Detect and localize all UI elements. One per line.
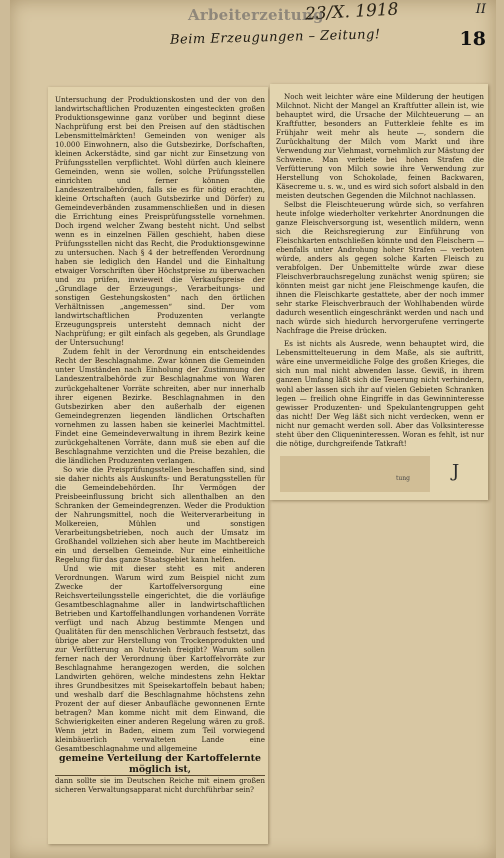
folded-scrap <box>280 456 430 492</box>
bold-headline: gemeine Verteilung der Kartoffelernte möglich ist, <box>55 753 265 776</box>
paragraph: So wie die Preisprüfungsstellen beschaffen sind, sind sie daher nichts als Auskunfts- und Beratungsstellen für die Gemeindebehörden. Ihr Vermögen der Preisbeeinflussung bricht sich allenthalben an den Schranken der Gemeindegrenzen. Weder die Produktion der Nahrungsmittel, noch die Weiterverarbeitung in Molkereien, Mühlen und sonstigen Verarbeitungsbetrieben, noch auch der Umsatz im Großhandel vollziehen sich aber heute im Machtbereich ein und derselben Gemeinde. Nur eine einheitliche Regelung für das ganze Staatsgebiet kann helfen. <box>55 464 265 564</box>
article-column-right <box>276 92 484 448</box>
fold-mark: J <box>452 461 460 482</box>
paragraph: Zudem fehlt in der Verordnung ein entscheidendes Recht der Beschlagnahme. Zwar können die Gemeinden unter Umständen nach Einholung der Zustimmung der Landeszentralbehörde zur Beschlagnahme von Waren zurückgehaltener Vorräte schreiten, aber nur innerhalb ihrer eigenen Bezirke. Beschlagnahmen in den Gutsbezirken aber den außerhalb der eigenen Gemeindegrenzen liegenden ländlichen Ortschaften vornehmen zu lassen haben sie keinerlei Machtmittel. Findet eine Gemeindeverwaltung in ihrem Bezirk keine zurückgehaltenen Vorräte, dann muß sie eben auf die Beschlagnahme verzichten und die Preise bezahlen, die die ländlichen Produzenten verlangen. <box>55 347 265 465</box>
paragraph: dann sollte sie im Deutschen Reiche mit einem großen sicheren Verwaltungsapparat nicht durchführbar sein? <box>55 776 265 795</box>
article-column-left <box>55 95 265 794</box>
masthead: Arbeiterzeitung <box>188 6 324 24</box>
handwritten-caption: Beim Erzeugungen – Zeitung! <box>169 27 381 48</box>
page-number: 18 <box>459 28 486 50</box>
paragraph: Selbst die Fleischteuerung würde sich, so verfahren heute infolge wiederholter verkehrter Anordnungen die ganze Fleischversorgung ist, wesentlich mildern, wenn sich die Reichsregierung zur Einführung von Fleischkarten entschließen könnte und den Fleischern — ebenfalls unter Androhung hoher Strafen — verboten würde, anders als gegen solche Karten Fleisch zu verabfolgen. Der Unbemittelte würde zwar diese Fleischverbrauchsregelung zunächst wenig spüren; sie könnten meist gar nicht jene Fleischmenge kaufen, die ihnen die Fleischkarte gestattete, aber der noch immer sehr starke Fleischverbrauch der Wohlhabenden würde dadurch wesentlich eingeschränkt werden und nach und nach würde sich hiedurch hervorgerufene verringerte Nachfrage die Preise drücken. <box>276 200 484 336</box>
fold-small-text: tung <box>396 475 410 482</box>
roman-numeral: II <box>475 2 486 17</box>
paragraph: Und wie mit dieser steht es mit anderen Verordnungen. Warum wird zum Beispiel nicht zum Zwecke der Kartoffelversorgung eine Reichsverteilungsstelle eingerichtet, die die vorläufige Gesamtbeschlagnahme aller in landwirtschaftlichen Betrieben und Kartoffelhandlungen vorhandenen Vorräte verfügt und nach Abzug bestimmte Mengen und Qualitäten für den menschlichen Verbrauch festsetzt, das übrige aber zur Herstellung von Trockenprodukten und zur Verfütterung an Nutzvieh freigibt? Warum sollen ferner nach der Verordnung über Kartoffelvorräte zur Beschlagnahme herangezogen werden, die solchen Landwirten gehören, welche mindestens zehn Hektar ihres Grundbesitzes mit Speisekartoffeln bebaut haben; und weshalb darf die Beschlagnahme höchstens zehn Prozent der auf dieser Anbaufläche gewonnenen Ernte betragen? Man komme nicht mit dem Einwand, die Schwierigkeiten einer anderen Regelung wären zu groß. Wenn jetzt in Baden, einem zum Teil vorwiegend kleinbäuerlich verwalteten Lande eine Gesamtbeschlagnahme und allgemeine <box>55 563 265 754</box>
paragraph: Untersuchung der Produktionskosten und der von den landwirtschaftlichen Produzenten eingesteckten großen Produktionsgewinne ganz vorüber und beginnt diese Nachprüfung erst bei den Preisen auf den städtischen Lebensmittelmärkten! Gemeinden von weniger als 10.000 Einwohnern, also die Gutsbezirke, Dorfschaften, kleinen Ackerstädte, sind gar nicht zur Einsetzung von Prüfungsstellen verpflichtet. Wohl dürfen auch kleinere Gemeinden, wenn sie wollen, solche Prüfungsstellen einrichten und ferner können die Landeszentralbehörden, falls sie es für nötig erachten, kleine Ortschaften (auch Gutsbezirke und Dörfer) zu Gemeindeverbänden zusammenschließen und in diesen die Errichtung eines Preisprüfungsstelle vornehmen. Doch irgend welcher Zwang besteht nicht. Und selbst wenn es in einzelnen Fällen geschieht, haben diese Prüfungsstellen nicht das Recht, die Produktionsgewinne zu untersuchen. Nach § 4 der betreffenden Verordnung haben sie lediglich den Handel und die Einhaltung etwaiger Vorschriften über Höchstpreise zu überwachen und zu prüfen, inwieweit die Verkaufspreise der „Grundlage der Erzeugungs-, Verarbeitungs- und sonstigen Gestehungskosten“ nach den örtlichen Verhältnissen „angemessen“ sind. Der vom landwirtschaftlichen Produzenten verlangte Erzeugungspreis untersteht demnach nicht der Nachprüfung; er gilt einfach als gegeben, als Grundlage der Untersuchung! <box>55 95 265 348</box>
paragraph: Es ist nichts als Ausrede, wenn behauptet wird, die Lebensmittelteuerung in dem Maße, als sie auftritt, wäre eine unvermeidliche Folge des großen Krieges, die sich nun mal nicht abwenden lasse. Gewiß, in ihrem ganzen Umfang läßt sich die Teuerung nicht verhindern, wohl aber lassen sich ihr auf vielen Gebieten Schranken legen — freilich ohne Eingriffe in das Gewinninteresse gewisser Produzenten- und Spekulantengruppen geht das nicht! Der Weg läßt sich nicht verdecken, wenn er nicht nur gemacht werden soll. Aber das Volksinteresse steht über den Cliqueninteressen. Woran es fehlt, ist nur die nötige, durchgreifende Tatkraft! <box>276 339 484 448</box>
handwritten-date: 23/X. 1918 <box>304 0 400 25</box>
paragraph: Noch weit leichter wäre eine Milderung der heutigen Milchnot. Nicht der Mangel an Kraftfutter allein ist, wie behauptet wird, die Ursache der Milchteuerung — an Kraftfutter, besonders an Futterkleie fehlte es im Frühjahr weit mehr als heute —, sondern die Zurückhaltung der Milch vom Markt und ihre Verwendung zur Viehmast, vornehmlich zur Mästung der Schweine. Man verbiete bei hohen Strafen die Verfütterung von Milch sowie ihre Verwendung zur Herstellung von Schokolade, feinen Backwaren, Käsecreme u. s. w., und es wird sich sofort alsbald in den meisten deutschen Gegenden die Milchnot nachlassen. <box>276 92 484 201</box>
